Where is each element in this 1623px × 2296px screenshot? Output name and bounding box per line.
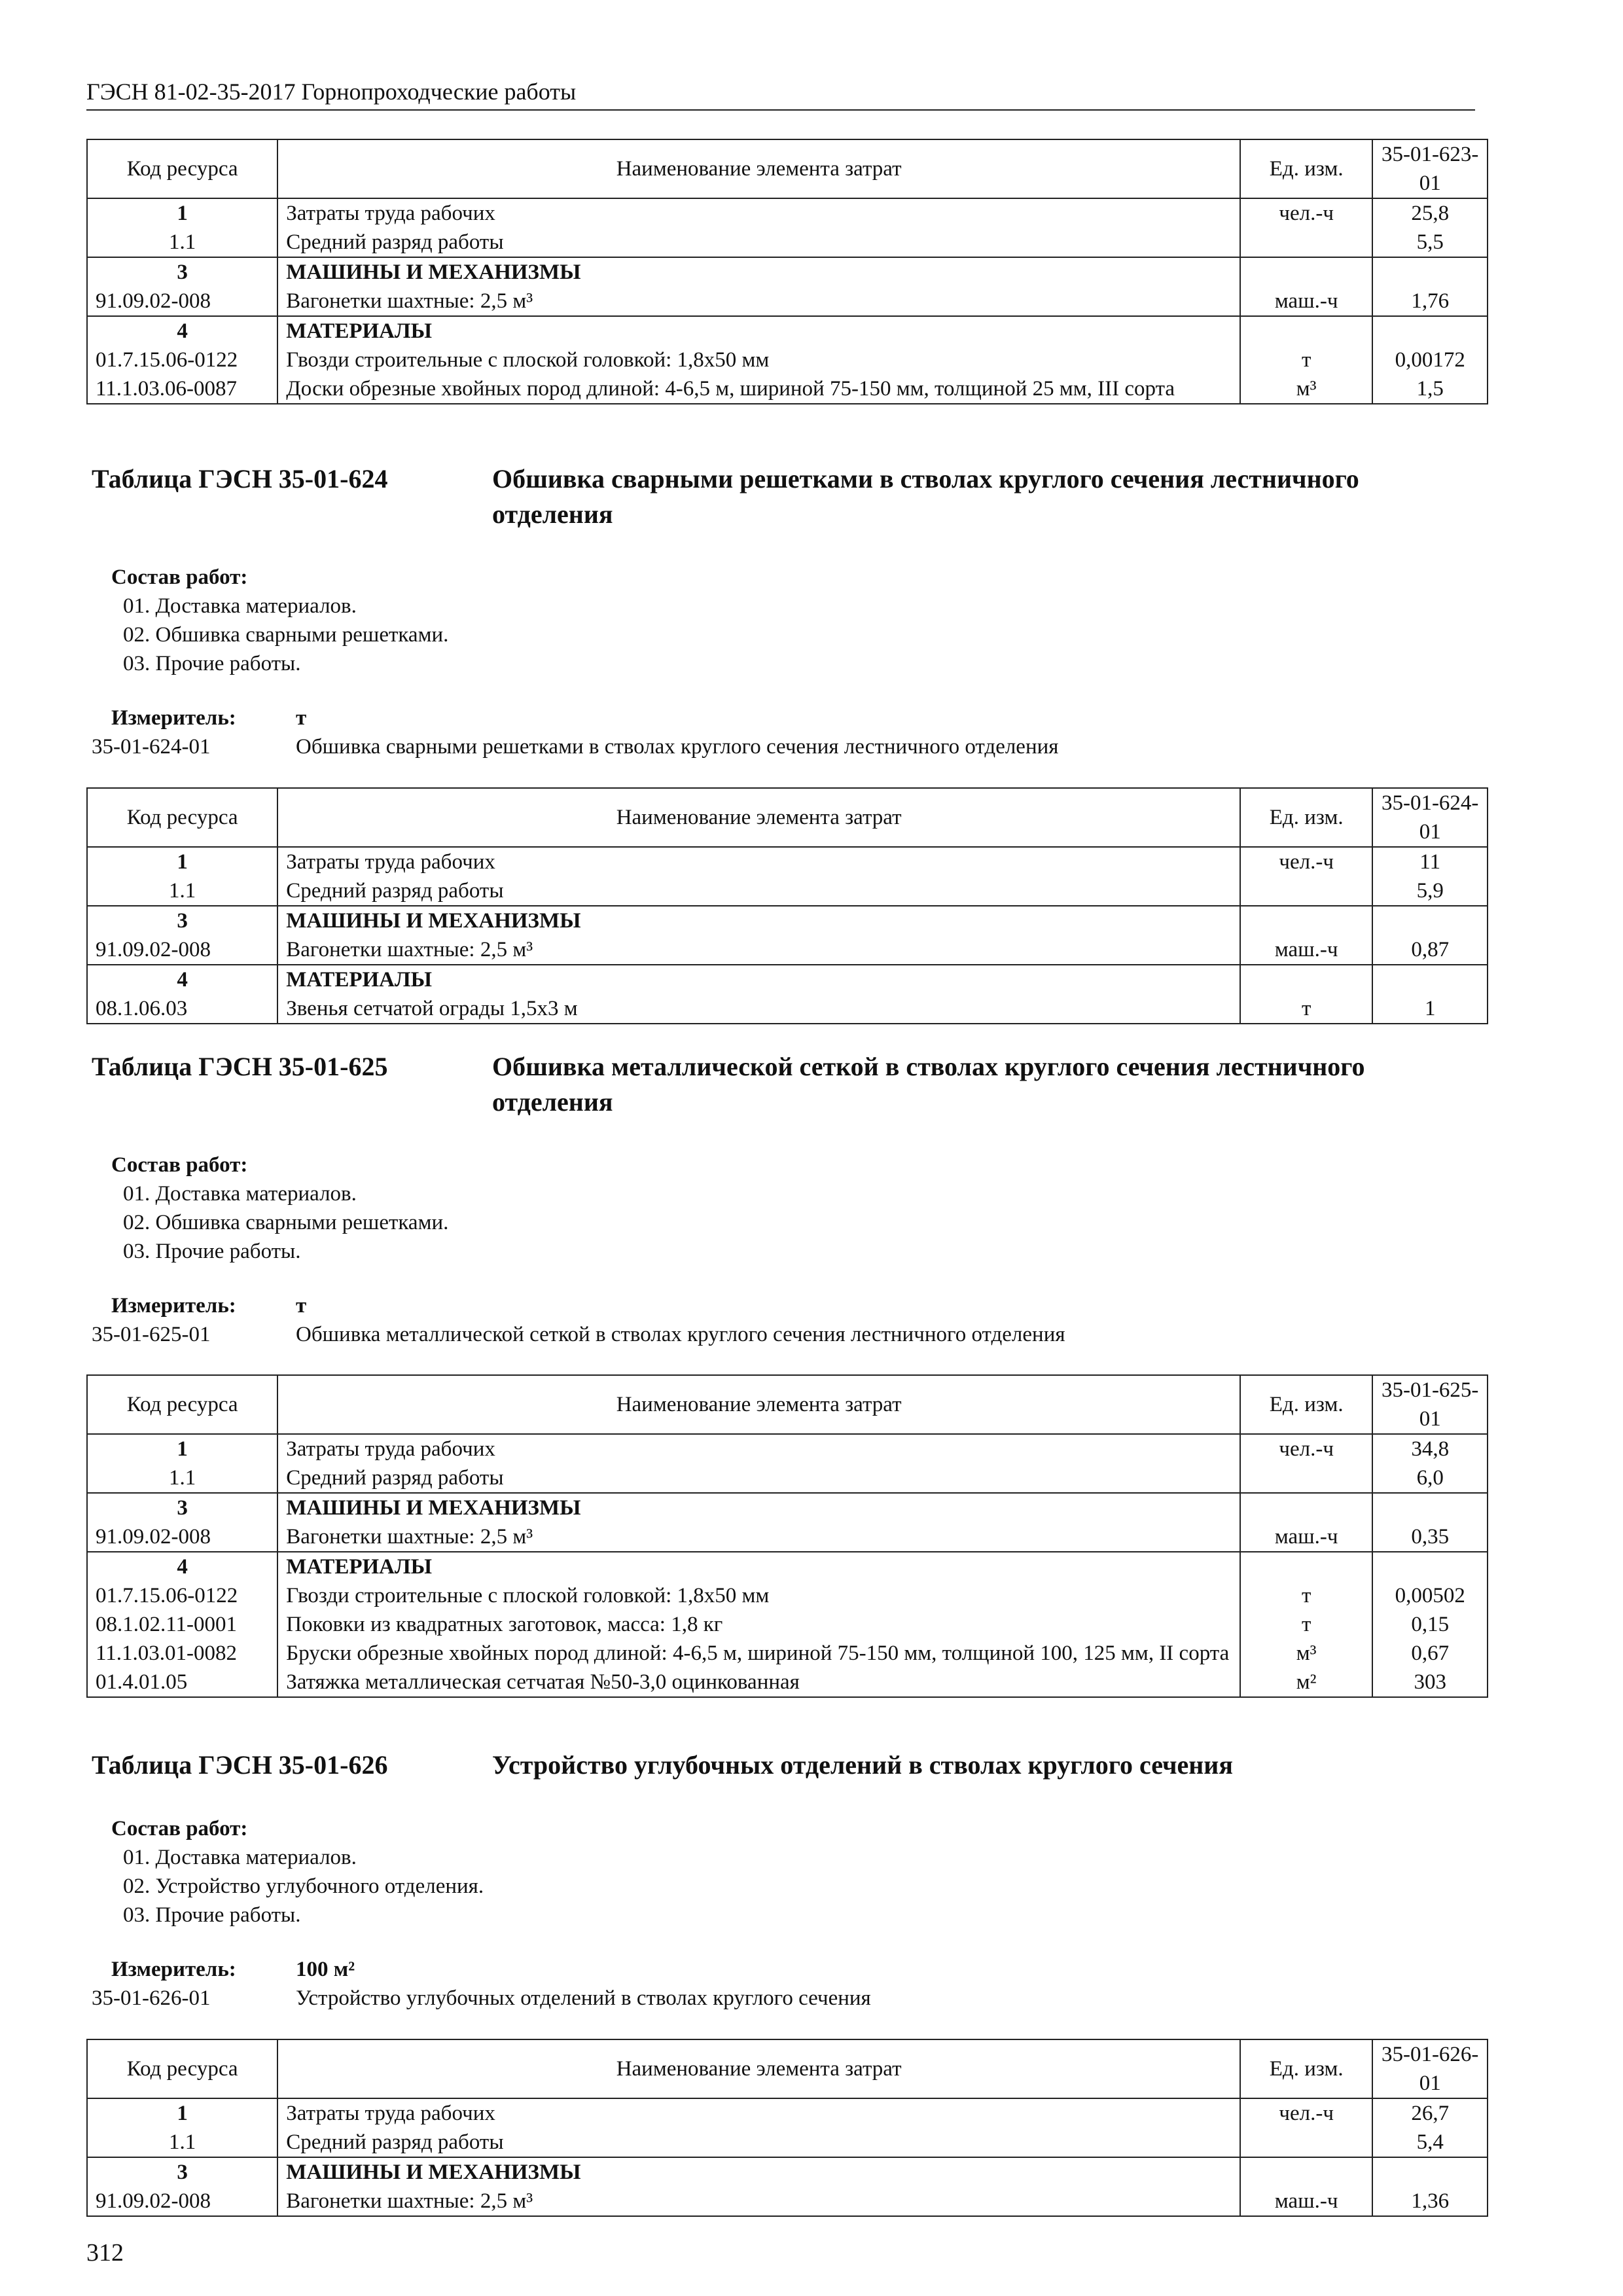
resource-code: 3 <box>87 2157 277 2187</box>
resource-name: Гвозди строительные с плоской головкой: 1,8х50 мм <box>277 1581 1240 1610</box>
page-number: 312 <box>86 2239 124 2267</box>
resource-code: 01.4.01.05 <box>87 1668 277 1697</box>
resource-value: 0,67 <box>1372 1639 1488 1668</box>
resource-unit <box>1240 1493 1372 1522</box>
table-name: Обшивка металлической сеткой в стволах круглого сечения лестничного отделения <box>492 1052 1365 1117</box>
composition-item: 01. Доставка материалов. <box>123 1182 357 1206</box>
resource-name: Доски обрезные хвойных пород длиной: 4-6,5 м, шириной 75-150 мм, толщиной 25 мм, III сорта <box>277 374 1240 404</box>
resource-value: 0,87 <box>1372 935 1488 965</box>
resource-unit <box>1240 316 1372 346</box>
resource-code: 3 <box>87 257 277 287</box>
col-header-unit: Ед. изм. <box>1240 788 1372 847</box>
resource-value: 26,7 <box>1372 2098 1488 2128</box>
resource-unit: чел.-ч <box>1240 198 1372 228</box>
table-row <box>87 2098 1488 2128</box>
resource-unit: т <box>1240 1581 1372 1610</box>
composition-item: 01. Доставка материалов. <box>123 1846 357 1869</box>
composition-item: 03. Прочие работы. <box>123 1240 301 1263</box>
resource-unit <box>1240 1552 1372 1581</box>
resource-code: 91.09.02-008 <box>87 2187 277 2216</box>
resource-unit: маш.-ч <box>1240 935 1372 965</box>
resource-unit: чел.-ч <box>1240 847 1372 876</box>
col-header-code: Код ресурса <box>87 788 277 847</box>
resource-value <box>1372 1493 1488 1522</box>
resource-value: 1,36 <box>1372 2187 1488 2216</box>
resource-code: 4 <box>87 965 277 994</box>
resource-unit: чел.-ч <box>1240 2098 1372 2128</box>
table-row <box>87 2128 1488 2157</box>
resource-name: Бруски обрезные хвойных пород длиной: 4-6,5 м, шириной 75-150 мм, толщиной 100, 125 мм, II сорта <box>277 1639 1240 1668</box>
composition-label: Состав работ: <box>111 1153 248 1177</box>
resource-code: 08.1.06.03 <box>87 994 277 1024</box>
item-description: Устройство углубочных отделений в стволах круглого сечения <box>296 1986 871 2010</box>
resource-unit <box>1240 228 1372 257</box>
measure-unit: т <box>296 1294 307 1318</box>
resource-code: 4 <box>87 316 277 346</box>
table-row <box>87 1493 1488 1522</box>
resource-value <box>1372 1552 1488 1581</box>
table-row <box>87 1434 1488 1463</box>
resource-value: 25,8 <box>1372 198 1488 228</box>
table-row <box>87 1581 1488 1610</box>
cost-table-624 <box>86 787 1488 1024</box>
composition-item: 02. Обшивка сварными решетками. <box>123 1211 449 1234</box>
resource-name: Затраты труда рабочих <box>277 2098 1240 2128</box>
resource-value: 5,4 <box>1372 2128 1488 2157</box>
resource-name: Вагонетки шахтные: 2,5 м³ <box>277 287 1240 316</box>
resource-name: Затраты труда рабочих <box>277 198 1240 228</box>
cost-table-623 <box>86 139 1488 404</box>
table-row <box>87 876 1488 906</box>
resource-unit: т <box>1240 346 1372 374</box>
resource-code: 1 <box>87 1434 277 1463</box>
composition-label: Состав работ: <box>111 565 248 589</box>
table-name: Устройство углубочных отделений в стволах круглого сечения <box>492 1750 1233 1780</box>
resource-unit: маш.-ч <box>1240 287 1372 316</box>
table-row <box>87 2187 1488 2216</box>
table-row <box>87 2157 1488 2187</box>
cost-table-625 <box>86 1374 1488 1698</box>
resource-value: 5,9 <box>1372 876 1488 906</box>
table-row <box>87 1610 1488 1639</box>
table-number: Таблица ГЭСН 35-01-624 <box>92 464 388 493</box>
resource-code: 11.1.03.01-0082 <box>87 1639 277 1668</box>
resource-value: 11 <box>1372 847 1488 876</box>
resource-name: МАТЕРИАЛЫ <box>277 1552 1240 1581</box>
table-row <box>87 1552 1488 1581</box>
composition-item: 01. Доставка материалов. <box>123 594 357 618</box>
resource-code: 91.09.02-008 <box>87 1522 277 1552</box>
table-number: Таблица ГЭСН 35-01-626 <box>92 1750 388 1780</box>
resource-code: 1.1 <box>87 876 277 906</box>
resource-name: Звенья сетчатой ограды 1,5х3 м <box>277 994 1240 1024</box>
resource-name: МАТЕРИАЛЫ <box>277 316 1240 346</box>
table-row <box>87 1463 1488 1493</box>
resource-name: Средний разряд работы <box>277 228 1240 257</box>
resource-code: 4 <box>87 1552 277 1581</box>
resource-value <box>1372 2157 1488 2187</box>
col-header-value: 35-01-625-01 <box>1372 1375 1488 1434</box>
resource-unit: маш.-ч <box>1240 2187 1372 2216</box>
resource-name: Средний разряд работы <box>277 2128 1240 2157</box>
table-row <box>87 346 1488 374</box>
resource-name: Затраты труда рабочих <box>277 1434 1240 1463</box>
resource-unit: м³ <box>1240 374 1372 404</box>
resource-name: Средний разряд работы <box>277 876 1240 906</box>
resource-value: 0,00502 <box>1372 1581 1488 1610</box>
col-header-name: Наименование элемента затрат <box>277 2039 1240 2098</box>
col-header-code: Код ресурса <box>87 139 277 198</box>
resource-code: 91.09.02-008 <box>87 287 277 316</box>
table-row <box>87 316 1488 346</box>
resource-value: 0,00172 <box>1372 346 1488 374</box>
resource-name: Вагонетки шахтные: 2,5 м³ <box>277 2187 1240 2216</box>
resource-code: 01.7.15.06-0122 <box>87 346 277 374</box>
resource-code: 91.09.02-008 <box>87 935 277 965</box>
table-row <box>87 198 1488 228</box>
cost-table-626 <box>86 2039 1488 2217</box>
item-code: 35-01-625-01 <box>92 1323 211 1346</box>
measure-unit: 100 м² <box>296 1958 355 1981</box>
table-row <box>87 1668 1488 1697</box>
col-header-code: Код ресурса <box>87 2039 277 2098</box>
table-row <box>87 1639 1488 1668</box>
resource-code: 11.1.03.06-0087 <box>87 374 277 404</box>
table-name: Обшивка сварными решетками в стволах круглого сечения лестничного отделения <box>492 464 1359 529</box>
resource-name: Средний разряд работы <box>277 1463 1240 1493</box>
item-description: Обшивка сварными решетками в стволах круглого сечения лестничного отделения <box>296 735 1059 759</box>
resource-unit <box>1240 1463 1372 1493</box>
work-composition-626 <box>111 1814 484 1929</box>
resource-value <box>1372 316 1488 346</box>
resource-unit: т <box>1240 1610 1372 1639</box>
measure-label: Измеритель: <box>111 706 236 730</box>
col-header-unit: Ед. изм. <box>1240 1375 1372 1434</box>
resource-code: 1.1 <box>87 2128 277 2157</box>
work-composition-625 <box>111 1151 448 1266</box>
resource-unit <box>1240 257 1372 287</box>
composition-item: 02. Устройство углубочного отделения. <box>123 1874 484 1898</box>
resource-name: Вагонетки шахтные: 2,5 м³ <box>277 1522 1240 1552</box>
item-description: Обшивка металлической сеткой в стволах круглого сечения лестничного отделения <box>296 1323 1065 1346</box>
table-row <box>87 994 1488 1024</box>
resource-name: МАШИНЫ И МЕХАНИЗМЫ <box>277 257 1240 287</box>
table-row <box>87 906 1488 935</box>
resource-name: Гвозди строительные с плоской головкой: 1,8х50 мм <box>277 346 1240 374</box>
resource-unit: м³ <box>1240 1639 1372 1668</box>
resource-value <box>1372 965 1488 994</box>
table-row <box>87 847 1488 876</box>
resource-name: Затяжка металлическая сетчатая №50-3,0 оцинкованная <box>277 1668 1240 1697</box>
resource-value: 6,0 <box>1372 1463 1488 1493</box>
measure-label: Измеритель: <box>111 1294 236 1318</box>
resource-unit: м² <box>1240 1668 1372 1697</box>
resource-unit: маш.-ч <box>1240 1522 1372 1552</box>
resource-value: 0,15 <box>1372 1610 1488 1639</box>
resource-unit <box>1240 2128 1372 2157</box>
table-number: Таблица ГЭСН 35-01-625 <box>92 1052 388 1081</box>
resource-code: 1 <box>87 2098 277 2128</box>
table-row <box>87 287 1488 316</box>
resource-unit <box>1240 965 1372 994</box>
table-row <box>87 228 1488 257</box>
page-header <box>86 75 1475 111</box>
resource-value: 303 <box>1372 1668 1488 1697</box>
resource-unit <box>1240 2157 1372 2187</box>
measure-unit: т <box>296 706 307 730</box>
col-header-name: Наименование элемента затрат <box>277 1375 1240 1434</box>
col-header-name: Наименование элемента затрат <box>277 139 1240 198</box>
composition-item: 03. Прочие работы. <box>123 652 301 675</box>
col-header-value: 35-01-626-01 <box>1372 2039 1488 2098</box>
col-header-name: Наименование элемента затрат <box>277 788 1240 847</box>
work-composition-624 <box>111 563 448 678</box>
item-code: 35-01-624-01 <box>92 735 211 759</box>
composition-label: Состав работ: <box>111 1817 248 1840</box>
composition-item: 02. Обшивка сварными решетками. <box>123 623 449 647</box>
resource-value <box>1372 257 1488 287</box>
col-header-unit: Ед. изм. <box>1240 2039 1372 2098</box>
resource-name: МАШИНЫ И МЕХАНИЗМЫ <box>277 1493 1240 1522</box>
resource-value: 1 <box>1372 994 1488 1024</box>
resource-code: 3 <box>87 1493 277 1522</box>
measure-label: Измеритель: <box>111 1958 236 1981</box>
resource-name: МАШИНЫ И МЕХАНИЗМЫ <box>277 2157 1240 2187</box>
item-code: 35-01-626-01 <box>92 1986 211 2010</box>
resource-unit <box>1240 906 1372 935</box>
resource-value: 1,5 <box>1372 374 1488 404</box>
col-header-unit: Ед. изм. <box>1240 139 1372 198</box>
resource-code: 1 <box>87 198 277 228</box>
composition-item: 03. Прочие работы. <box>123 1903 301 1927</box>
resource-code: 08.1.02.11-0001 <box>87 1610 277 1639</box>
resource-name: Поковки из квадратных заготовок, масса: 1,8 кг <box>277 1610 1240 1639</box>
resource-code: 3 <box>87 906 277 935</box>
table-row <box>87 257 1488 287</box>
col-header-value: 35-01-623-01 <box>1372 139 1488 198</box>
resource-code: 1 <box>87 847 277 876</box>
resource-name: Затраты труда рабочих <box>277 847 1240 876</box>
resource-value: 34,8 <box>1372 1434 1488 1463</box>
col-header-code: Код ресурса <box>87 1375 277 1434</box>
resource-name: Вагонетки шахтные: 2,5 м³ <box>277 935 1240 965</box>
table-row <box>87 1522 1488 1552</box>
resource-name: МАТЕРИАЛЫ <box>277 965 1240 994</box>
table-row <box>87 965 1488 994</box>
resource-unit <box>1240 876 1372 906</box>
resource-unit: чел.-ч <box>1240 1434 1372 1463</box>
resource-code: 1.1 <box>87 1463 277 1493</box>
col-header-value: 35-01-624-01 <box>1372 788 1488 847</box>
table-row <box>87 374 1488 404</box>
resource-code: 1.1 <box>87 228 277 257</box>
resource-value: 0,35 <box>1372 1522 1488 1552</box>
resource-value: 5,5 <box>1372 228 1488 257</box>
resource-code: 01.7.15.06-0122 <box>87 1581 277 1610</box>
resource-value <box>1372 906 1488 935</box>
resource-value: 1,76 <box>1372 287 1488 316</box>
table-row <box>87 935 1488 965</box>
resource-unit: т <box>1240 994 1372 1024</box>
document-title: ГЭСН 81-02-35-2017 Горнопроходческие работы <box>86 79 577 105</box>
resource-name: МАШИНЫ И МЕХАНИЗМЫ <box>277 906 1240 935</box>
